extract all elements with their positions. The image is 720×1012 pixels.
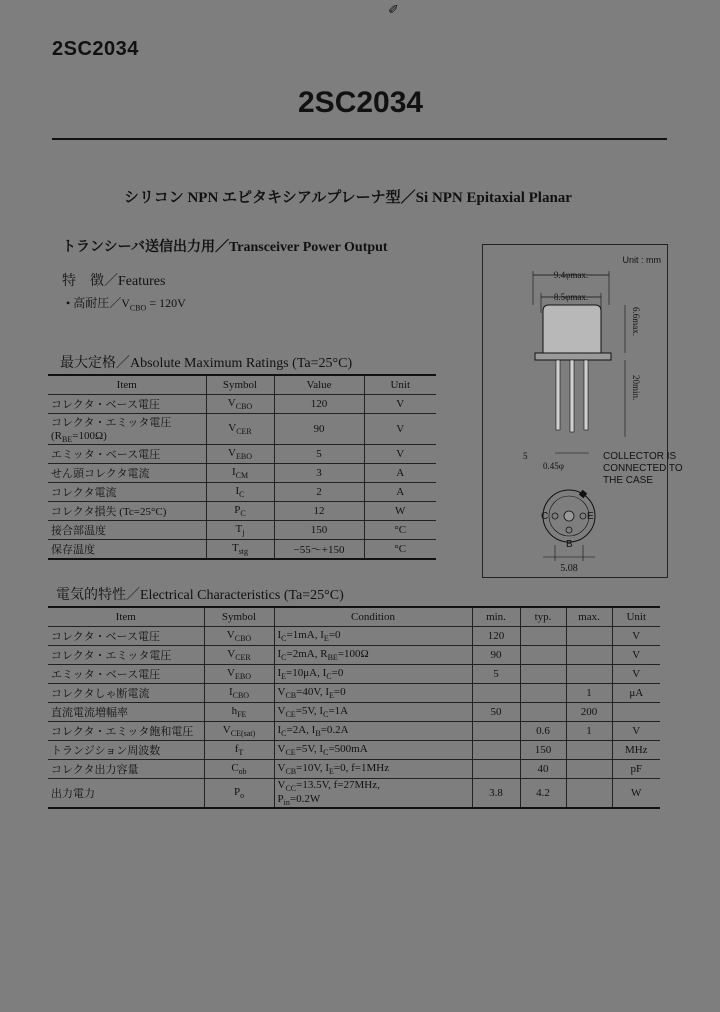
- col-header: Unit: [364, 375, 436, 395]
- dim-overall: 9.4φmax.: [553, 270, 589, 280]
- max-cell: [566, 646, 612, 665]
- item-cell: 接合部温度: [48, 521, 206, 540]
- application-heading: トランシーバ送信出力用／Transceiver Power Output: [62, 240, 388, 255]
- unit-cell: W: [364, 502, 436, 521]
- part-number-title: 2SC2034: [298, 86, 424, 119]
- pin-label-c: C: [541, 511, 549, 522]
- min-cell: [472, 684, 520, 703]
- max-cell: [566, 665, 612, 684]
- typ-cell: 40: [520, 760, 566, 779]
- symbol-cell: $h_{FE}$: [204, 703, 274, 722]
- unit-cell: V: [612, 722, 660, 741]
- unit-cell: A: [364, 464, 436, 483]
- min-cell: [472, 741, 520, 760]
- feature-item: • 高耐圧$/V_{CBO} = 120V$: [66, 296, 186, 313]
- symbol-cell: $V_{CER}$: [206, 414, 274, 445]
- item-cell: 直流電流増幅率: [48, 703, 204, 722]
- unit-cell: °C: [364, 521, 436, 540]
- device-subtitle: シリコン NPN エピタキシアルプレーナ型／Si NPN Epitaxial Planar: [124, 190, 572, 206]
- min-cell: 50: [472, 703, 520, 722]
- item-cell: コレクタ・ベース電圧: [48, 627, 204, 646]
- min-cell: 5: [472, 665, 520, 684]
- unit-cell: [612, 703, 660, 722]
- symbol-cell: $V_{CE(sat)}$: [204, 722, 274, 741]
- item-cell: エミッタ・ベース電圧: [48, 665, 204, 684]
- min-cell: 120: [472, 627, 520, 646]
- unit-cell: V: [612, 646, 660, 665]
- unit-cell: V: [364, 414, 436, 445]
- unit-cell: pF: [612, 760, 660, 779]
- value-cell: 150: [274, 521, 364, 540]
- value-cell: 3: [274, 464, 364, 483]
- col-header: Item: [48, 375, 206, 395]
- header-rule: [52, 138, 667, 140]
- item-cell: トランジション周波数: [48, 741, 204, 760]
- condition-cell: $V_{CE}=5V$, $I_C=1A$: [274, 703, 472, 722]
- typ-cell: 150: [520, 741, 566, 760]
- dim-height: 6.6max.: [631, 307, 641, 336]
- table-row: [48, 722, 660, 741]
- typ-cell: [520, 627, 566, 646]
- table-row: [48, 684, 660, 703]
- unit-cell: W: [612, 779, 660, 809]
- table-row: [48, 627, 660, 646]
- flange: [535, 353, 611, 360]
- max-cell: 1: [566, 722, 612, 741]
- value-cell: 12: [274, 502, 364, 521]
- symbol-cell: $V_{CBO}$: [206, 395, 274, 414]
- condition-cell: $I_C=2A$, $I_B=0.2A$: [274, 722, 472, 741]
- table-row: [48, 665, 660, 684]
- max-cell: [566, 779, 612, 809]
- col-header: min.: [472, 607, 520, 627]
- col-header: Unit: [612, 607, 660, 627]
- symbol-cell: $P_C$: [206, 502, 274, 521]
- symbol-cell: $V_{CER}$: [204, 646, 274, 665]
- value-cell: 5: [274, 445, 364, 464]
- item-cell: コレクタ・ベース電圧: [48, 395, 206, 414]
- min-cell: 3.8: [472, 779, 520, 809]
- condition-cell: $V_{CB}=40V$, $I_E=0$: [274, 684, 472, 703]
- symbol-cell: $V_{CBO}$: [204, 627, 274, 646]
- symbol-cell: $I_{CBO}$: [204, 684, 274, 703]
- value-cell: 90: [274, 414, 364, 445]
- case-note-line: COLLECTOR IS: [603, 451, 677, 462]
- item-cell: せん頭コレクタ電流: [48, 464, 206, 483]
- max-cell: [566, 741, 612, 760]
- col-header: Item: [48, 607, 204, 627]
- unit-cell: V: [364, 395, 436, 414]
- value-cell: 120: [274, 395, 364, 414]
- corner-mark-icon: ✐: [388, 2, 399, 17]
- cap-body: [543, 305, 601, 353]
- lead-dia: 0.45φ: [543, 461, 564, 471]
- typ-cell: [520, 684, 566, 703]
- table-row: [48, 502, 436, 521]
- col-header: Symbol: [206, 375, 274, 395]
- unit-cell: μA: [612, 684, 660, 703]
- typ-cell: [520, 703, 566, 722]
- package-drawing: [483, 245, 683, 577]
- symbol-cell: $I_C$: [206, 483, 274, 502]
- symbol-cell: $f_T$: [204, 741, 274, 760]
- symbol-cell: $T_j$: [206, 521, 274, 540]
- typ-cell: [520, 646, 566, 665]
- lead: [570, 360, 574, 432]
- item-cell: コレクタ・エミッタ飽和電圧: [48, 722, 204, 741]
- item-cell: コレクタ出力容量: [48, 760, 204, 779]
- unit-cell: V: [612, 665, 660, 684]
- lead: [584, 360, 588, 430]
- condition-cell: $I_C=2mA$, $R_{BE}=100\Omega$: [274, 646, 472, 665]
- condition-cell: $I_E=10\mu A$, $I_C=0$: [274, 665, 472, 684]
- min-cell: [472, 760, 520, 779]
- typ-cell: 0.6: [520, 722, 566, 741]
- unit-cell: V: [364, 445, 436, 464]
- col-header: Condition: [274, 607, 472, 627]
- table-row: [48, 703, 660, 722]
- symbol-cell: $V_{EBO}$: [206, 445, 274, 464]
- item-cell: 保存温度: [48, 540, 206, 560]
- package-outline-figure: [482, 244, 683, 578]
- col-header: Value: [274, 375, 364, 395]
- table-row: [48, 760, 660, 779]
- condition-cell: $V_{CC}=13.5V$, f=27MHz, $P_{in}=0.2W$: [274, 779, 472, 809]
- max-cell: [566, 627, 612, 646]
- item-cell: 出力電力: [48, 779, 204, 809]
- table-row: [48, 540, 436, 560]
- item-cell: エミッタ・ベース電圧: [48, 445, 206, 464]
- item-cell: コレクタ・エミッタ電圧 $(R_{BE}=100\Omega)$: [48, 414, 206, 445]
- elec-table: [48, 606, 660, 809]
- item-cell: コレクタ・エミッタ電圧: [48, 646, 204, 665]
- unit-cell: °C: [364, 540, 436, 560]
- elec-heading: 電気的特性／Electrical Characteristics (Ta=25°C): [56, 588, 344, 603]
- header-code: 2SC2034: [52, 38, 139, 60]
- unit-label: Unit : mm: [622, 255, 661, 265]
- col-header: Symbol: [204, 607, 274, 627]
- value-cell: 2: [274, 483, 364, 502]
- symbol-cell: $T_{stg}$: [206, 540, 274, 560]
- tab-key: [579, 490, 587, 498]
- table-row: [48, 741, 660, 760]
- condition-cell: $I_C=1mA$, $I_E=0$: [274, 627, 472, 646]
- condition-cell: $V_{CB}=10V$, $I_E=0$, f=1MHz: [274, 760, 472, 779]
- item-cell: コレクタ損失 (Tc=25°C): [48, 502, 206, 521]
- dim-leads: 20min.: [631, 375, 641, 401]
- pitch-dim: 5.08: [560, 563, 578, 574]
- max-cell: [566, 760, 612, 779]
- case-note-line: THE CASE: [603, 475, 654, 486]
- table-row: [48, 483, 436, 502]
- lead: [556, 360, 560, 430]
- table-row: [48, 521, 436, 540]
- dim-cap: 8.5φmax.: [553, 292, 589, 302]
- lead-mark: 5: [523, 451, 528, 461]
- table-row: [48, 395, 436, 414]
- value-cell: −55〜+150: [274, 540, 364, 560]
- table-row: [48, 445, 436, 464]
- item-cell: コレクタしゃ断電流: [48, 684, 204, 703]
- unit-cell: MHz: [612, 741, 660, 760]
- abs-max-table: [48, 374, 436, 560]
- features-heading: 特 徴／Features: [62, 274, 166, 289]
- table-row: [48, 464, 436, 483]
- typ-cell: 4.2: [520, 779, 566, 809]
- table-row: [48, 779, 660, 809]
- symbol-cell: $P_o$: [204, 779, 274, 809]
- unit-cell: A: [364, 483, 436, 502]
- min-cell: [472, 722, 520, 741]
- table-row: [48, 414, 436, 445]
- col-header: typ.: [520, 607, 566, 627]
- item-cell: コレクタ電流: [48, 483, 206, 502]
- pin-label-b: B: [566, 539, 573, 550]
- max-cell: 1: [566, 684, 612, 703]
- abs-max-heading: 最大定格／Absolute Maximum Ratings (Ta=25°C): [60, 356, 353, 371]
- min-cell: 90: [472, 646, 520, 665]
- pin-label-e: E: [587, 511, 594, 522]
- col-header: max.: [566, 607, 612, 627]
- max-cell: 200: [566, 703, 612, 722]
- symbol-cell: $I_{CM}$: [206, 464, 274, 483]
- case-note-line: CONNECTED TO: [603, 463, 683, 474]
- table-row: [48, 646, 660, 665]
- unit-cell: V: [612, 627, 660, 646]
- condition-cell: $V_{CE}=5V$, $I_C=500mA$: [274, 741, 472, 760]
- symbol-cell: $C_{ob}$: [204, 760, 274, 779]
- typ-cell: [520, 665, 566, 684]
- symbol-cell: $V_{EBO}$: [204, 665, 274, 684]
